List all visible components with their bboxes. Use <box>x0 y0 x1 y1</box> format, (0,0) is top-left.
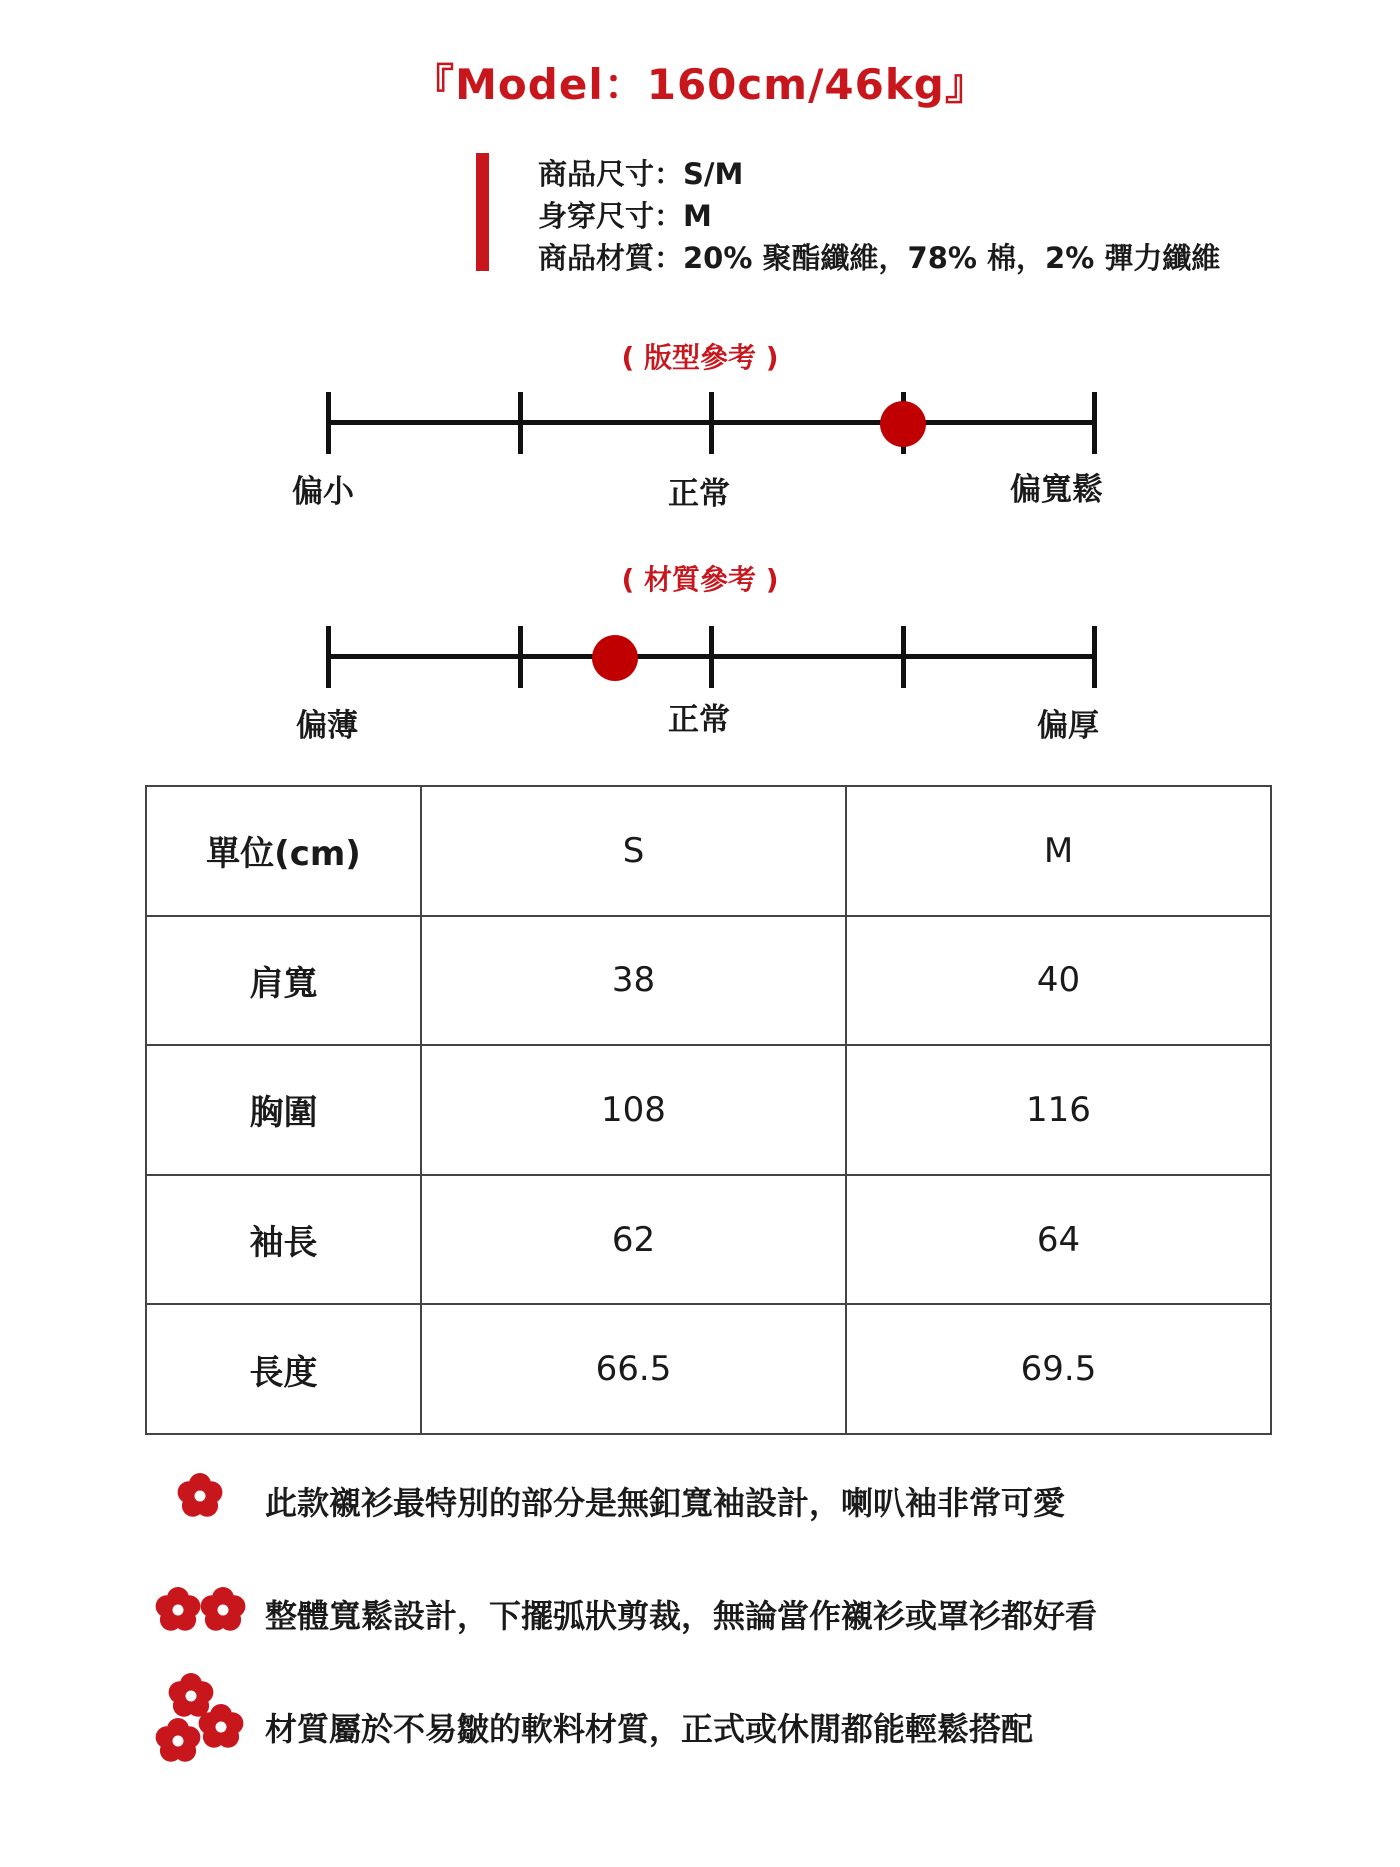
material-scale-marker <box>592 635 638 681</box>
flower-icon <box>193 1699 249 1759</box>
table-header-row <box>146 786 1271 916</box>
cell-s: 38 <box>421 916 846 1046</box>
material-text: 商品材質：20% 聚酯纖維，78% 棉，2% 彈力纖維 <box>538 241 1221 275</box>
cell-m: 64 <box>846 1175 1271 1305</box>
table-row <box>146 1045 1271 1175</box>
material-label-normal: 正常 <box>668 702 730 738</box>
product-size-text: 商品尺寸：S/M <box>538 157 744 191</box>
feature-item-3: 材質屬於不易皺的軟料材質，正式或休閒都能輕鬆搭配 <box>265 1710 1034 1748</box>
material-label-thick: 偏厚 <box>1037 708 1099 744</box>
model-title: 『Model：160cm/46kg』 <box>412 60 988 109</box>
table-row <box>146 1304 1271 1434</box>
row-label: 肩寬 <box>146 916 421 1046</box>
fit-label-loose: 偏寬鬆 <box>1010 472 1103 508</box>
size-table <box>145 785 1272 1435</box>
fit-scale-marker <box>880 401 926 447</box>
material-scale-tick <box>709 626 714 688</box>
row-label: 袖長 <box>146 1175 421 1305</box>
flower-icon <box>195 1582 251 1642</box>
cell-s: 66.5 <box>421 1304 846 1434</box>
fit-label-normal: 正常 <box>668 476 730 512</box>
feature-item-1: 此款襯衫最特別的部分是無釦寬袖設計，喇叭袖非常可愛 <box>265 1484 1066 1522</box>
material-scale-title: ( 材質參考 ) <box>621 563 779 596</box>
cell-m: 69.5 <box>846 1304 1271 1434</box>
cell-s: 108 <box>421 1045 846 1175</box>
fit-label-small: 偏小 <box>292 474 354 510</box>
fit-scale-tick <box>326 392 331 454</box>
cell-m: 40 <box>846 916 1271 1046</box>
fit-scale-tick <box>1092 392 1097 454</box>
material-scale-tick <box>326 626 331 688</box>
cell-m: 116 <box>846 1045 1271 1175</box>
header-size-s: S <box>421 786 846 916</box>
header-size-m: M <box>846 786 1271 916</box>
material-label-thin: 偏薄 <box>296 708 358 744</box>
table-row <box>146 1175 1271 1305</box>
fit-scale-tick <box>709 392 714 454</box>
fit-scale-title: ( 版型參考 ) <box>621 341 779 374</box>
flower-icon <box>172 1468 228 1528</box>
row-label: 長度 <box>146 1304 421 1434</box>
header-unit: 單位(cm) <box>146 786 421 916</box>
material-scale-tick <box>518 626 523 688</box>
info-accent-bar <box>476 153 489 271</box>
material-scale-tick <box>901 626 906 688</box>
worn-size-text: 身穿尺寸：M <box>538 199 712 233</box>
row-label: 胸圍 <box>146 1045 421 1175</box>
table-row <box>146 916 1271 1046</box>
cell-s: 62 <box>421 1175 846 1305</box>
fit-scale-tick <box>518 392 523 454</box>
feature-item-2: 整體寬鬆設計，下擺弧狀剪裁，無論當作襯衫或罩衫都好看 <box>265 1597 1098 1635</box>
material-scale-tick <box>1092 626 1097 688</box>
